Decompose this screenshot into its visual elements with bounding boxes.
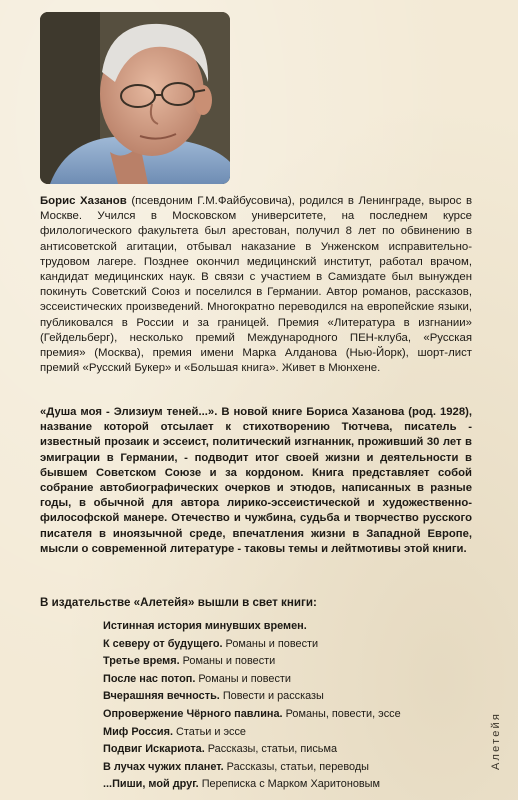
book-genre: Романы, повести, эссе xyxy=(282,707,401,720)
book-genre: Повести и рассказы xyxy=(219,690,324,703)
book-title: Подвиг Искариота. xyxy=(103,743,205,756)
book-title: ...Пиши, мой друг. xyxy=(103,778,199,791)
book-item xyxy=(103,741,483,759)
book-title: Опровержение Чёрного павлина. xyxy=(103,707,283,720)
biography-text: (псевдоним Г.М.Файбусовича), родился в Ленинграде, вырос в Москве. Учился в Московском университете, на последнем курсе филологического факультета был арестован, получил 8 лет по обвинению в антисоветской агитации, отбывал наказание в Унженском исправительно-трудовом лагере. Позднее окончил медицинский институт, работал врачом, кандидат медицинских наук. В связи с участием в Самиздате был вынужден покинуть Советский Союз и поселился в Германии. Автор романов, рассказов, эссеистических произведений. Многократно переводился на европейские языки, публиковался в России и за границей. Премия «Литература в изгнании» (Гейдельберг), несколько премий Международного ПЕН-клуба, «Русская премия» (Москва), премия имени Марка Алданова (Нью-Йорк), шорт-лист премий «Русский Букер» и «Большая книга». Живет в Мюнхене. xyxy=(40,195,472,375)
author-name: Борис Хазанов xyxy=(40,195,127,207)
book-genre: Переписка с Марком Харитоновым xyxy=(198,778,381,791)
book-title: После нас потоп. xyxy=(103,672,196,685)
book-title: К северу от будущего. xyxy=(103,637,223,650)
book-genre: Романы и повести xyxy=(179,655,276,668)
book-item xyxy=(103,671,483,689)
book-list xyxy=(103,618,483,794)
book-item xyxy=(103,636,483,654)
author-biography xyxy=(40,194,472,376)
author-photo xyxy=(40,12,230,184)
book-genre: Романы и повести xyxy=(222,637,319,650)
book-item xyxy=(103,688,483,706)
book-annotation: «Душа моя - Элизиум теней...». В новой книге Бориса Хазанова (род. 1928), название которой отсылает к стихотворению Тютчева, писатель - известный прозаик и эссеист, политический изгнанник, проживший 30 лет в эмиграции в Германии, - подводит итог своей жизни и деятельности в бывшем Советском Союзе и за кордоном. Книга представляет собой собрание автобиографических очерков и этюдов, написанных в разные годы, в обычной для автора лирико-эссеистической и художественно-философской манере. Отечество и чужбина, судьба и творчество русского писателя в иноязычной среде, впечатления жизни в Западной Европе, мысли о современной литературе - таковы темы и лейтмотивы этой книги. xyxy=(40,406,472,555)
author-portrait-image xyxy=(40,12,230,184)
book-item xyxy=(103,706,483,724)
book-title: Третье время. xyxy=(103,655,180,668)
book-title: В лучах чужих планет. xyxy=(103,760,224,773)
book-title: Миф Россия. xyxy=(103,725,174,738)
book-title: Истинная история минувших времен. xyxy=(103,620,307,632)
book-genre: Статьи и эссе xyxy=(173,725,246,738)
book-genre: Романы и повести xyxy=(195,672,291,685)
book-title: Вчерашняя вечность. xyxy=(103,690,220,703)
book-item xyxy=(103,776,483,794)
publisher-name: Алетейя xyxy=(490,711,502,770)
book-genre: Рассказы, статьи, переводы xyxy=(223,760,369,773)
book-item xyxy=(103,759,483,777)
publications-header: В издательстве «Алетейя» вышли в свет книги: xyxy=(40,596,317,609)
book-item xyxy=(103,653,483,671)
book-item xyxy=(103,724,483,742)
book-genre: Рассказы, статьи, письма xyxy=(204,743,338,756)
book-item xyxy=(103,618,483,636)
